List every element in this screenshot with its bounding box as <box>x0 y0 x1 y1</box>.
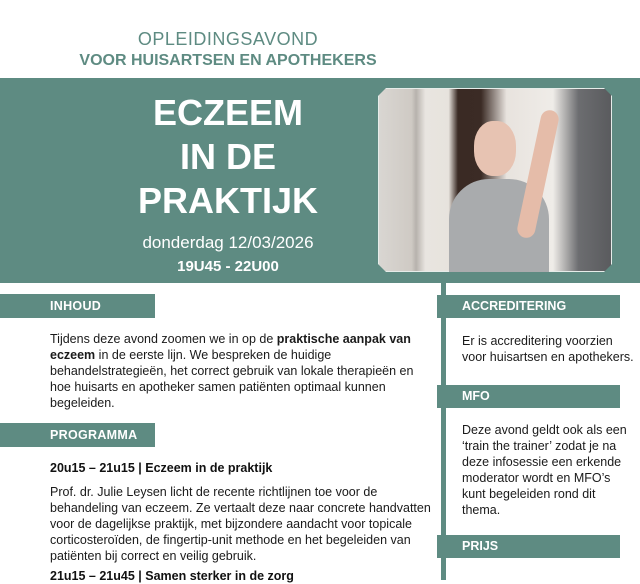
hero-photo <box>378 88 612 272</box>
event-date: donderdag 12/03/2026 <box>142 233 314 252</box>
program-item-text: Prof. dr. Julie Leysen licht de recente richtlijnen toe voor de behandeling van eczeem. Ze vertaalt deze naar concrete handvatten voor de dagelijkse praktijk, met bijzondere aandacht voor topicale corticosteroïden, de fingertip-unit methode en het begeleiden van patiënten bij correct en veilig gebruik. <box>50 485 431 563</box>
section-header-prijs: PRIJS <box>437 535 620 558</box>
program-item-title: 20u15 – 21u15 | Eczeem in de praktijk <box>50 461 273 475</box>
section-header-programma: PROGRAMMA <box>0 423 155 447</box>
program-item-title: 21u15 – 21u45 | Samen sterker in de zorg <box>50 569 294 583</box>
kicker: OPLEIDINGSAVOND <box>137 29 319 49</box>
title-line: ECZEEM <box>152 92 303 133</box>
section-header-mfo: MFO <box>437 385 620 408</box>
right-column <box>437 295 637 558</box>
mfo-text: Deze avond geldt ook als een ‘train the trainer’ zodat je na deze infosessie een erkende moderator wordt en MFO’s kunt begeleiden rond dit thema. <box>462 423 627 517</box>
inhoud-text <box>0 331 436 411</box>
title-line: IN DE <box>179 136 276 177</box>
bold-text: praktische aanpak van eczeem <box>50 332 411 362</box>
text: in de eerste lijn. We bespreken de huidige behandelstrategieën, het correct gebruik van lokale therapieën en hoe huisarts en apotheker samen patiënten optimaal kunnen begeleiden. <box>50 348 414 410</box>
event-time: 19U45 - 22U00 <box>177 258 279 275</box>
accreditering-text: Er is accreditering voorzien voor huisartsen en apothekers. <box>462 334 634 364</box>
section-header-inhoud: INHOUD <box>0 294 155 318</box>
title-line: PRAKTIJK <box>137 180 319 221</box>
text: Tijdens deze avond zoomen we in op de <box>50 332 277 346</box>
section-header-accreditering: ACCREDITERING <box>437 295 620 318</box>
left-column <box>0 294 436 584</box>
audience: VOOR HUISARTSEN EN APOTHEKERS <box>79 52 377 69</box>
